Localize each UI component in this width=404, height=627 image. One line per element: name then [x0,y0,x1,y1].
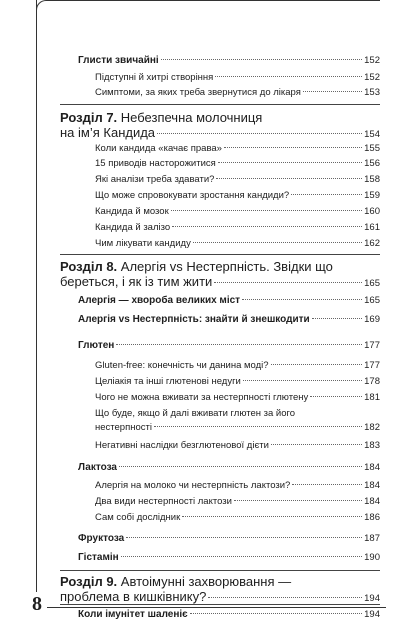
chapter-prefix: Розділ 9. [60,574,118,589]
toc-entry[interactable] [78,340,380,351]
chapter-title-line1: Автоімунні захворювання — [120,574,292,589]
toc-page-number: 155 [364,143,380,154]
chapter-heading[interactable] [60,259,333,274]
toc-entry[interactable] [95,422,380,433]
toc-entry-label: Алергія на молоко чи нестерпність лактози? [95,480,291,491]
toc-leader-dots [271,364,363,365]
toc-page-number: 177 [364,340,380,351]
toc-page-number: 190 [364,552,380,563]
toc-page-number: 165 [364,278,380,289]
toc-entry[interactable] [78,55,380,66]
toc-entry[interactable] [78,609,380,620]
toc-page-number: 182 [364,422,380,433]
chapter-heading[interactable] [60,110,262,125]
toc-page-number: 184 [364,462,380,473]
toc-page-number: 183 [364,440,380,451]
toc-leader-dots [291,194,362,195]
toc-leader-dots [119,466,362,467]
toc-entry[interactable] [95,222,380,233]
toc-entry-label: Два види нестерпності лактози [95,496,232,507]
toc-leader-dots [216,178,362,179]
toc-entry[interactable] [95,174,380,185]
page-number: 8 [27,592,47,616]
section-divider [60,570,380,571]
chapter-prefix: Розділ 7. [60,110,118,125]
toc-entry[interactable] [78,552,380,563]
toc-entry[interactable] [95,158,380,169]
toc-page-number: 194 [364,593,380,604]
toc-entry[interactable] [60,125,380,140]
toc-entry-line1[interactable]: Що буде, якщо й далі вживати глютен за його [95,408,296,419]
toc-page-number: 154 [364,129,380,140]
toc-entry[interactable] [95,190,380,201]
toc-entry-label: Глютен [78,340,115,351]
toc-leader-dots [242,299,362,300]
toc-leader-dots [171,210,362,211]
toc-entry-label: Чим лікувати кандиду [95,238,191,249]
toc-page-number: 159 [364,190,380,201]
toc-entry-label: Симптоми, за яких треба звернутися до лікаря [95,87,301,98]
toc-entry-label: Що може спровокувати зростання кандиди? [95,190,290,201]
toc-entry-label: нестерпності [95,422,152,433]
toc-leader-dots [208,597,362,598]
toc-entry[interactable] [78,533,380,544]
chapter-heading[interactable] [60,574,291,589]
toc-entry-label: Коли кандида «качає права» [95,143,222,154]
toc-entry-label: Глисти звичайні [78,55,159,66]
toc-entry-label: Кандида й мозок [95,206,169,217]
toc-leader-dots [303,91,362,92]
toc-leader-dots [271,444,362,445]
toc-entry-label: Gluten-free: конечність чи данина моді? [95,360,269,371]
toc-leader-dots [157,133,362,134]
toc-entry[interactable] [95,480,380,491]
toc-page-number: 194 [364,609,380,620]
toc-entry[interactable] [95,143,380,154]
toc-entry-label: Сам собі дослідник [95,512,181,523]
section-divider [60,604,380,605]
toc-leader-dots [218,162,362,163]
toc-page-number: 165 [364,295,380,306]
toc-entry-label: Гістамін [78,552,119,563]
toc-page-number: 161 [364,222,380,233]
toc-entry[interactable] [95,392,380,403]
toc-entry-label: Які аналізи треба здавати? [95,174,215,185]
toc-leader-dots [161,59,362,60]
toc-leader-dots [193,242,362,243]
toc-entry[interactable] [95,238,380,249]
toc-leader-dots [154,426,362,427]
chapter-title-line1: Небезпечна молочниця [120,110,263,125]
toc-page-number: 187 [364,533,380,544]
toc-entry-label: 15 приводів насторожитися [95,158,216,169]
toc-entry-label: Фруктоза [78,533,125,544]
toc-leader-dots [121,556,362,557]
toc-entry-label: Алергія — хвороба великих міст [78,295,241,306]
toc-entry[interactable] [60,274,380,289]
section-divider [60,254,380,255]
toc-entry-label: Підступні й хитрі створіння [95,72,214,83]
chapter-title-line1: Алергія vs Нестерпність. Звідки що [120,259,333,274]
toc-page-number: 178 [364,376,380,387]
toc-page-number: 162 [364,238,380,249]
toc-entry[interactable] [78,295,380,306]
toc-page-number: 186 [364,512,380,523]
toc-leader-dots [126,537,362,538]
chapter-title-line2: на ім’я Кандида [60,125,156,140]
toc-leader-dots [214,282,362,283]
toc-entry[interactable] [95,360,380,371]
toc-entry-label: Алергія vs Нестерпність: знайти й знешкодити [78,314,310,325]
toc-entry[interactable] [78,462,380,473]
toc-page-number: 153 [364,87,380,98]
toc-leader-dots [243,380,362,381]
toc-entry[interactable] [95,206,380,217]
toc-leader-dots [224,147,362,148]
toc-entry-label: Лактоза [78,462,117,473]
toc-leader-dots [190,613,362,614]
toc-entry-label: Кандида й залізо [95,222,171,233]
toc-page-number: 184 [364,480,380,491]
toc-page-number: 160 [364,206,380,217]
toc-entry-label: Коли імунітет шаленіє [78,609,188,620]
toc-entry-label: Чого не можна вживати за нестерпності глютену [95,392,309,403]
toc-page-number: 177 [364,360,380,371]
toc-leader-dots [312,318,362,319]
toc-page-number: 184 [364,496,380,507]
toc-entry[interactable] [95,72,380,83]
toc-entry[interactable] [60,589,380,604]
toc-page-number: 152 [364,72,380,83]
toc-entry[interactable] [95,512,380,523]
toc-entry-label: Целіакія та інші глютенові недуги [95,376,241,387]
toc-entry[interactable] [95,496,380,507]
chapter-prefix: Розділ 8. [60,259,118,274]
chapter-title-line2: береться, і як із тим жити [60,274,213,289]
toc-page-number: 156 [364,158,380,169]
toc-entry-label: Негативні наслідки безглютенової дієти [95,440,269,451]
toc-leader-dots [292,484,362,485]
section-divider [60,104,380,105]
toc-page-number: 158 [364,174,380,185]
toc-entry[interactable] [95,87,380,98]
toc-entry[interactable] [78,314,380,325]
toc-leader-dots [116,344,362,345]
toc-leader-dots [182,516,362,517]
toc-entry[interactable] [95,440,380,451]
toc-page-number: 169 [364,314,380,325]
chapter-title-line2: проблема в кишківнику? [60,589,207,604]
toc-page-number: 152 [364,55,380,66]
toc-entry[interactable] [95,376,380,387]
toc-leader-dots [172,226,362,227]
toc-leader-dots [215,76,362,77]
toc-leader-dots [234,500,362,501]
toc-leader-dots [310,396,362,397]
toc-page-number: 181 [364,392,380,403]
